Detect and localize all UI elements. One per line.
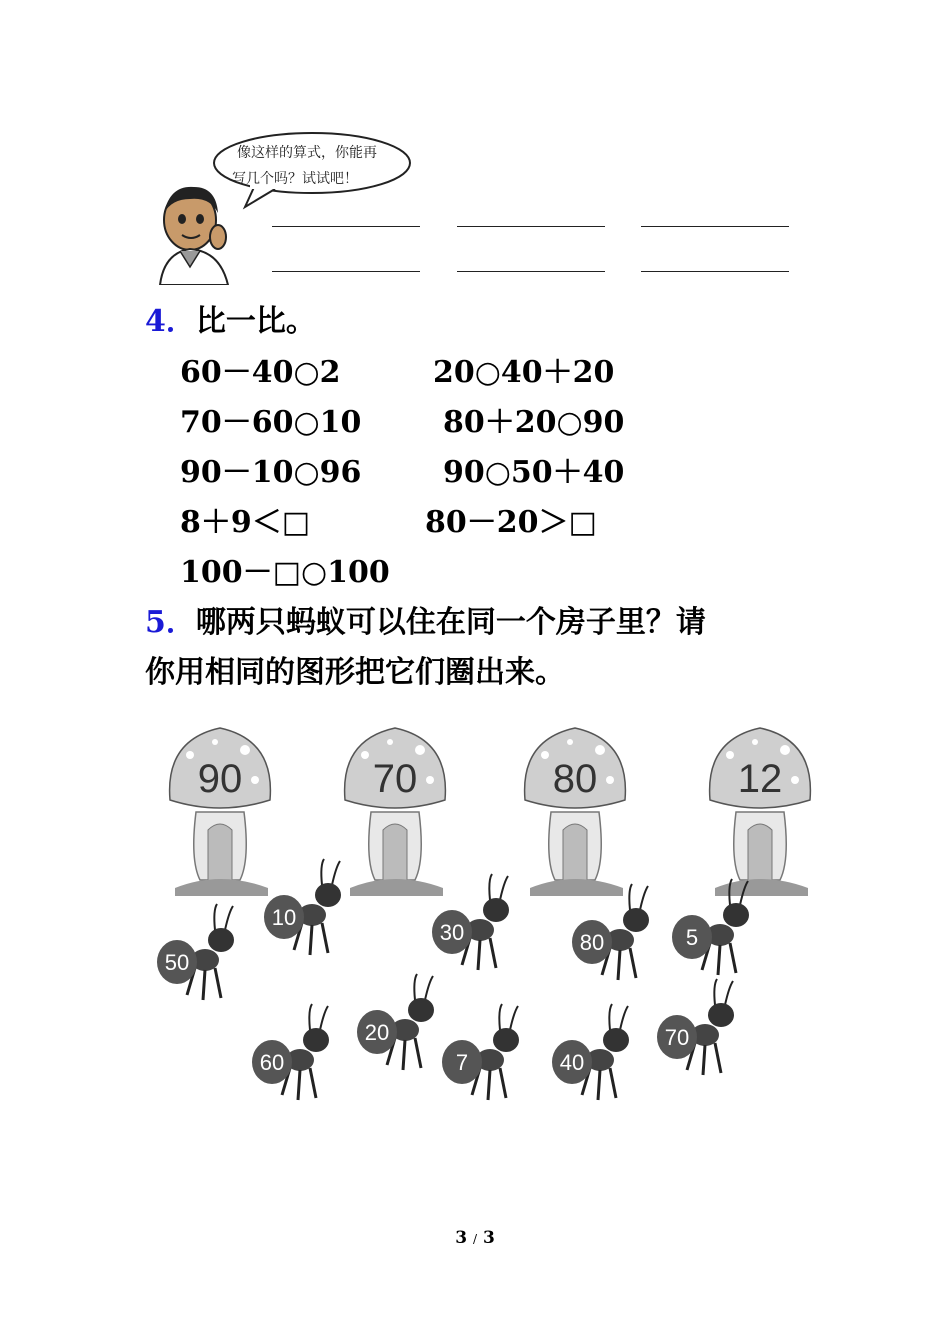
page-current: 3: [455, 1228, 468, 1248]
comparison-expr[interactable]: 90－10○96: [180, 455, 362, 490]
ant-number: 40: [559, 1050, 585, 1075]
answer-blank[interactable]: [272, 271, 420, 272]
ant-number: 80: [579, 930, 605, 955]
ant[interactable]: [570, 880, 670, 990]
answer-blank[interactable]: [457, 271, 605, 272]
ant-number: 10: [271, 905, 297, 930]
ant[interactable]: [550, 1000, 650, 1110]
ant[interactable]: [155, 900, 255, 1010]
ant-number: 20: [364, 1020, 390, 1045]
answer-blank[interactable]: [457, 226, 605, 227]
comparison-expr[interactable]: 80＋20○90: [443, 405, 625, 440]
comparison-expr[interactable]: 60－40○2: [180, 355, 341, 390]
ant[interactable]: [250, 1000, 350, 1110]
comparison-expr[interactable]: 70－60○10: [180, 405, 362, 440]
mushroom-house[interactable]: [700, 720, 820, 900]
ant[interactable]: [262, 855, 362, 965]
page-separator: /: [472, 1232, 478, 1246]
mushroom-house[interactable]: [515, 720, 635, 900]
comparison-expr[interactable]: 90○50＋40: [443, 455, 625, 490]
question-5-line-1: [145, 603, 706, 643]
page-total: 3: [482, 1228, 495, 1248]
question-text: 哪两只蚂蚁可以住在同一个房子里？请: [195, 605, 706, 640]
ant-number: 60: [259, 1050, 285, 1075]
ant-number: 30: [439, 920, 465, 945]
mushroom-number: 80: [552, 757, 598, 801]
question-number: 4．: [145, 304, 196, 339]
ant[interactable]: [670, 875, 770, 985]
mushroom-number: 12: [737, 757, 783, 801]
question-4-heading: [145, 302, 316, 342]
question-number: 5．: [145, 605, 196, 640]
comparison-expr[interactable]: 20○40＋20: [433, 355, 615, 390]
mushroom-number: 70: [372, 757, 418, 801]
mushroom-number: 90: [197, 757, 243, 801]
comparison-expr[interactable]: 80－20＞□: [425, 505, 597, 540]
question-5-line-2: 你用相同的图形把它们圈出来。: [145, 655, 565, 690]
ant-number: 70: [664, 1025, 690, 1050]
bubble-line-1: 像这样的算式，你能再: [237, 145, 377, 161]
comparison-expr[interactable]: 8＋9＜□: [180, 505, 311, 540]
ant[interactable]: [440, 1000, 540, 1110]
answer-blank[interactable]: [641, 271, 789, 272]
bubble-line-2: 写几个吗？试试吧！: [232, 171, 358, 187]
ant-number: 50: [164, 950, 190, 975]
ant[interactable]: [430, 870, 530, 980]
comparison-expr[interactable]: 100－□○100: [180, 555, 390, 590]
ant-number: 5: [685, 925, 699, 950]
answer-blank[interactable]: [272, 226, 420, 227]
page-number: [0, 1228, 950, 1248]
ant-number: 7: [455, 1050, 469, 1075]
answer-blank[interactable]: [641, 226, 789, 227]
ant[interactable]: [655, 975, 755, 1085]
question-title: 比一比。: [195, 304, 316, 339]
